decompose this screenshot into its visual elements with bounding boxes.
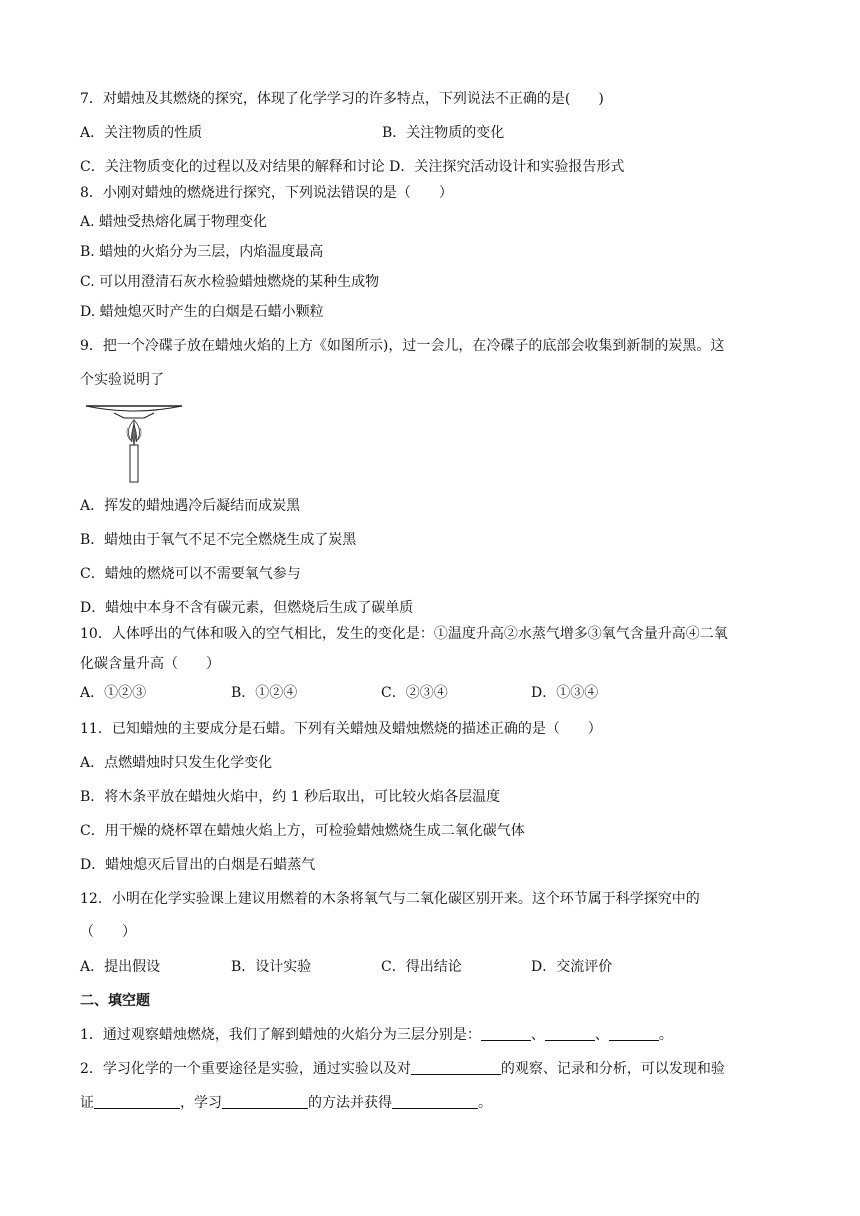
- q10-stem-line1: 10．人体呼出的气体和吸入的空气相比，发生的变化是：①温度升高②水蒸气增多③氧气含量升高④二氧: [80, 626, 728, 642]
- fill2-line2: [80, 1094, 492, 1112]
- q10-stem-line2: 化碳含量升高（ ）: [80, 656, 220, 672]
- q11-option-c: C．用干燥的烧杯罩在蜡烛火焰上方，可检验蜡烛燃烧生成二氧化碳气体: [80, 823, 525, 839]
- fill2-text-d: ，学习: [180, 1095, 222, 1111]
- fill2-blank-2[interactable]: [94, 1094, 180, 1109]
- q10-option-a: A．①②③: [80, 685, 147, 701]
- q9-option-d: D．蜡烛中本身不含有碳元素，但燃烧后生成了碳单质: [80, 600, 414, 616]
- q11-stem: 11．已知蜡烛的主要成分是石蜡。下列有关蜡烛及蜡烛燃烧的描述正确的是（ ）: [80, 721, 602, 737]
- q12-option-a: A．提出假设: [80, 959, 161, 975]
- q10-option-b: B．①②④: [231, 685, 298, 701]
- q10-option-c: C．②③④: [381, 685, 448, 701]
- q8-option-c: C. 可以用澄清石灰水检验蜡烛燃烧的某种生成物: [80, 274, 380, 290]
- fill1-blank-2[interactable]: [545, 1026, 595, 1041]
- fill2-text-b: 的观察、记录和分析，可以发现和验: [500, 1061, 725, 1077]
- q12-option-c: C．得出结论: [381, 959, 462, 975]
- q11-option-b: B．将木条平放在蜡烛火焰中，约 1 秒后取出，可比较火焰各层温度: [80, 789, 501, 805]
- q7-option-b: B．关注物质的变化: [382, 125, 505, 141]
- q7-option-a: A．关注物质的性质: [80, 125, 203, 141]
- q9-stem-line1: 9．把一个冷碟子放在蜡烛火焰的上方《如图所示)，过一会儿，在冷碟子的底部会收集到新制的炭黑。这: [80, 338, 725, 354]
- q10-option-d: D．①③④: [531, 685, 599, 701]
- candle-plate-illustration: [84, 404, 184, 484]
- fill2-end: 。: [478, 1095, 492, 1111]
- q12-option-b: B．设计实验: [231, 959, 312, 975]
- fill2-line1: [80, 1060, 725, 1078]
- fill1-separator-1: 、: [530, 1027, 545, 1043]
- q8-stem: 8．小刚对蜡烛的燃烧进行探究，下列说法错误的是（ ）: [80, 185, 453, 201]
- fill1-text: 1．通过观察蜡烛燃烧，我们了解到蜡烛的火焰分为三层分别是：: [80, 1027, 481, 1043]
- q7-option-cd: C．关注物质变化的过程以及对结果的解释和讨论 D．关注探究活动设计和实验报告形式: [80, 159, 625, 175]
- q12-stem-line2: （ ）: [80, 924, 136, 940]
- q11-option-d: D．蜡烛熄灭后冒出的白烟是石蜡蒸气: [80, 857, 316, 873]
- section-title-fill-in: 二、填空题: [80, 993, 150, 1009]
- fill1-separator-2: 、: [594, 1027, 609, 1043]
- q8-option-d: D. 蜡烛熄灭时产生的白烟是石蜡小颗粒: [80, 304, 324, 320]
- q9-option-c: C．蜡烛的燃烧可以不需要氧气参与: [80, 566, 301, 582]
- fill1-end: 。: [658, 1027, 673, 1043]
- q7-stem: 7．对蜡烛及其燃烧的探究，体现了化学学习的许多特点，下列说法不正确的是( ): [80, 91, 604, 107]
- fill1-line: [80, 1026, 673, 1044]
- q9-option-a: A．挥发的蜡烛遇冷后凝结而成炭黑: [80, 498, 301, 514]
- q12-option-d: D．交流评价: [531, 959, 613, 975]
- q9-option-b: B．蜡烛由于氧气不足不完全燃烧生成了炭黑: [80, 532, 357, 548]
- fill2-blank-1[interactable]: [411, 1060, 501, 1075]
- fill2-blank-4[interactable]: [392, 1094, 478, 1109]
- fill2-text-a: 2．学习化学的一个重要途径是实验，通过实验以及对: [80, 1061, 411, 1077]
- plate-base: [114, 413, 154, 418]
- fill2-text-c: 证: [80, 1095, 94, 1111]
- fill2-blank-3[interactable]: [222, 1094, 308, 1109]
- flame-core: [132, 426, 137, 442]
- q12-stem-line1: 12．小明在化学实验课上建议用燃着的木条将氧气与二氧化碳区别开来。这个环节属于科学探究中的: [80, 891, 700, 907]
- q11-option-a: A．点燃蜡烛时只发生化学变化: [80, 755, 273, 771]
- q9-stem-line2: 个实验说明了: [80, 372, 164, 388]
- fill2-text-e: 的方法并获得: [308, 1095, 392, 1111]
- fill1-blank-1[interactable]: [481, 1026, 531, 1041]
- candle-body: [130, 445, 138, 482]
- candle-plate-figure: [84, 404, 184, 484]
- q8-option-b: B. 蜡烛的火焰分为三层，内焰温度最高: [80, 244, 324, 260]
- fill1-blank-3[interactable]: [609, 1026, 659, 1041]
- q8-option-a: A. 蜡烛受热熔化属于物理变化: [80, 214, 268, 230]
